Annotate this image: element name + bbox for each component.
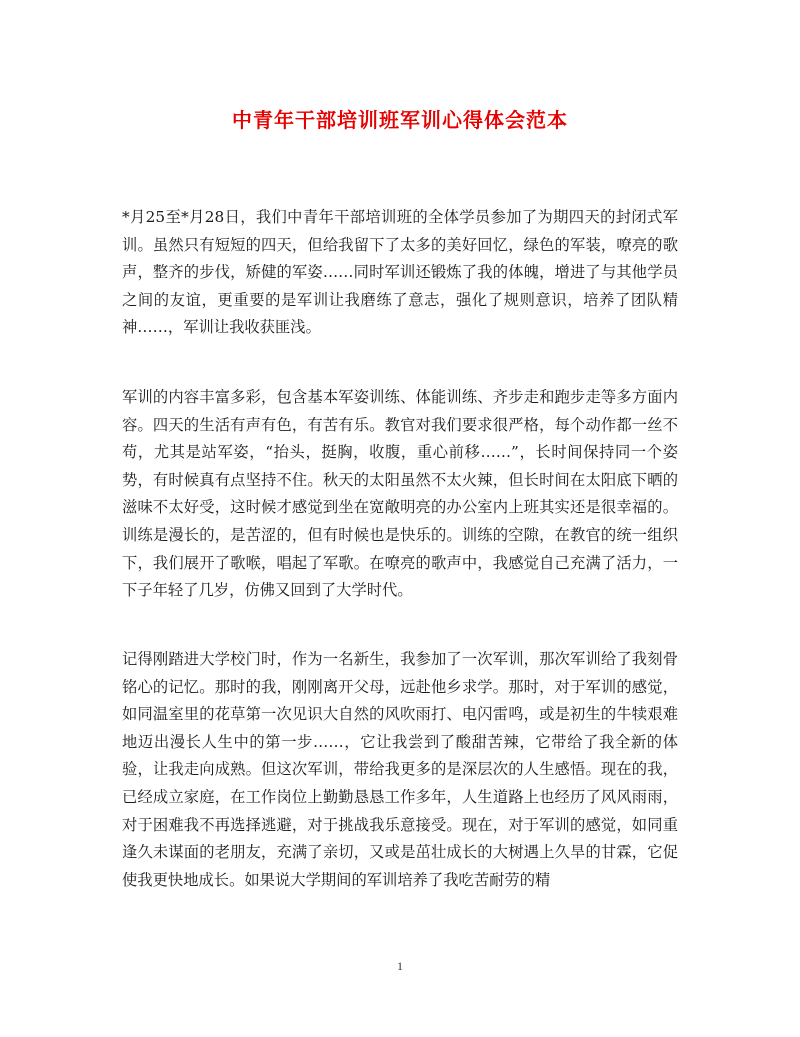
paragraph-2: 军训的内容丰富多彩，包含基本军姿训练、体能训练、齐步走和跑步走等多方面内容。四天的生活有声有色，有苦有乐。教官对我们要求很严格，每个动作都一丝不苟，尤其是站军姿，“抬头，挺胸，收腹，重心前移……”，长时间保持同一个姿势，有时候真有点坚持不住。秋天的太阳虽然不太火辣，但长时间在太阳底下晒的滋味不太好受，这时候才感觉到坐在宽敞明亮的办公室内上班其实还是很幸福的。训练是漫长的，是苦涩的，但有时候也是快乐的。训练的空隙，在教官的统一组织下，我们展开了歌喉，唱起了军歌。在嘹亮的歌声中，我感觉自己充满了活力，一下子年轻了几岁，仿佛又回到了大学时代。 xyxy=(122,388,678,600)
page-number: 1 xyxy=(397,959,403,973)
paragraph-1: *月25至*月28日，我们中青年干部培训班的全体学员参加了为期四天的封闭式军训。虽然只有短短的四天，但给我留下了太多的美好回忆，绿色的军装，嘹亮的歌声，整齐的步伐，矫健的军姿……同时军训还锻炼了我的体魄，增进了与其他学员之间的友谊，更重要的是军训让我磨练了意志，强化了规则意识，培养了团队精神……，军训让我收获匪浅。 xyxy=(122,208,678,337)
paragraph-3: 记得刚踏进大学校门时，作为一名新生，我参加了一次军训，那次军训给了我刻骨铭心的记忆。那时的我，刚刚离开父母，远赴他乡求学。那时，对于军训的感觉，如同温室里的花草第一次见识大自然的风吹雨打、电闪雷鸣，或是初生的牛犊艰难地迈出漫长人生中的第一步……，它让我尝到了酸甜苦辣，它带给了我全新的体验，让我走向成熟。但这次军训，带给我更多的是深层次的人生感悟。现在的我，已经成立家庭，在工作岗位上勤勤恳恳工作多年，人生道路上也经历了风风雨雨，对于困难我不再选择逃避，对于挑战我乐意接受。现在，对于军训的感觉，如同重逢久未谋面的老朋友，充满了亲切，又或是茁壮成长的大树遇上久旱的甘霖，它促使我更快地成长。如果说大学期间的军训培养了我吃苦耐劳的精 xyxy=(122,650,678,889)
document-title: 中青年干部培训班军训心得体会范本 xyxy=(232,108,568,132)
